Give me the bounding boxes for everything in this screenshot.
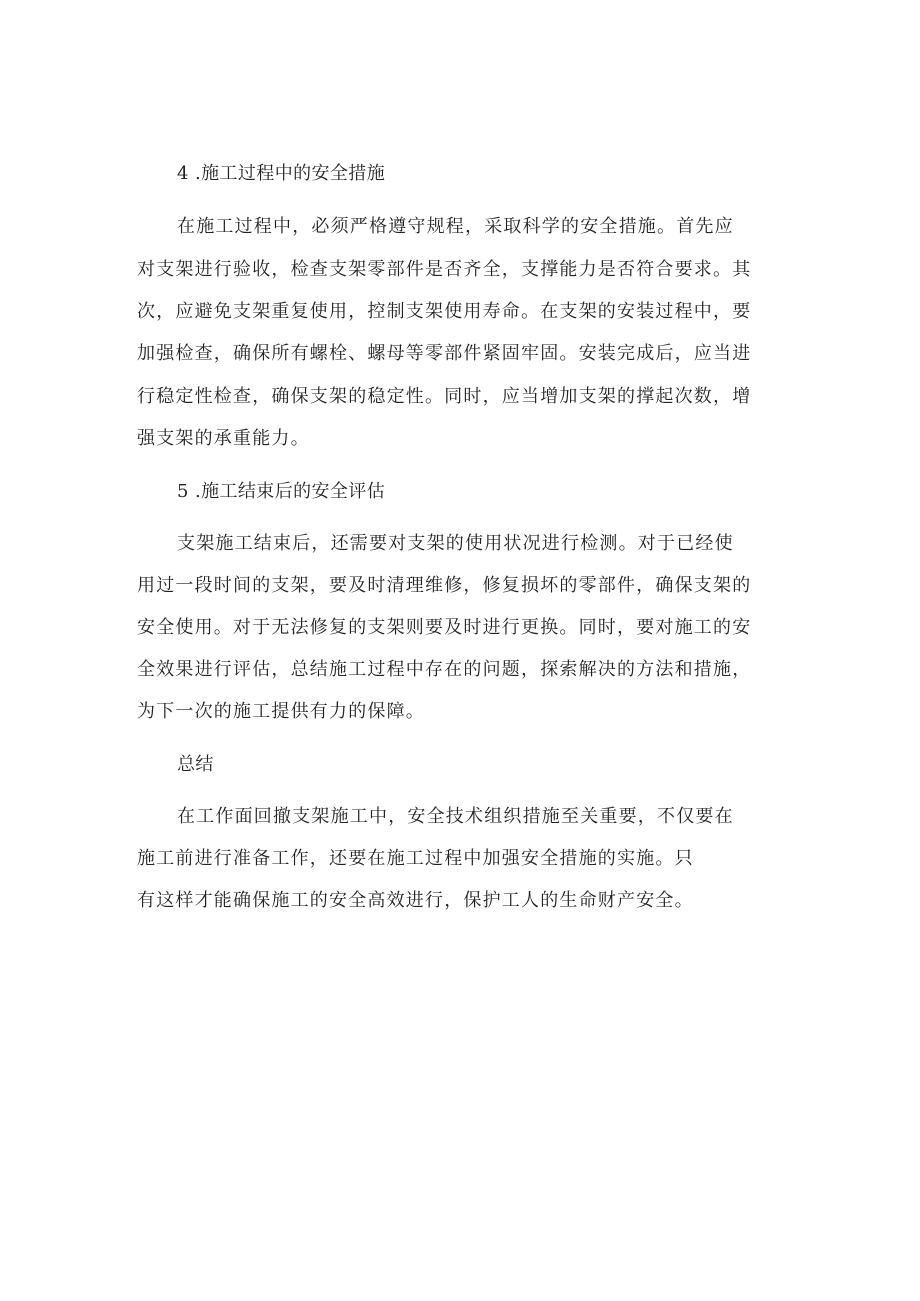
summary-line-1: 在工作面回撤支架施工中，安全技术组织措施至关重要，不仅要在 — [177, 806, 734, 827]
section-4-line-2: 对支架进行验收，检查支架零部件是否齐全，支撑能力是否符合要求。其 — [137, 259, 752, 280]
summary-line-3: 有这样才能确保施工的安全高效进行，保护工人的生命财产安全。 — [137, 890, 694, 911]
summary-line-2: 施工前进行准备工作，还要在施工过程中加强安全措施的实施。只 — [137, 848, 694, 869]
section-4-heading: 4 .施工过程中的安全措施 — [177, 163, 386, 184]
summary-heading: 总结 — [177, 754, 214, 775]
section-5-line-3: 安全使用。对于无法修复的支架则要及时进行更换。同时，要对施工的安 — [137, 617, 752, 638]
section-4-line-3: 次，应避免支架重复使用，控制支架使用寿命。在支架的安装过程中，要 — [137, 301, 752, 322]
section-4-line-4: 加强检查，确保所有螺栓、螺母等零部件紧固牢固。安装完成后，应当进 — [137, 343, 752, 364]
section-4-line-6: 强支架的承重能力。 — [137, 428, 310, 449]
section-4-line-1: 在施工过程中，必须严格遵守规程，采取科学的安全措施。首先应 — [177, 216, 734, 237]
section-5-line-2: 用过一段时间的支架，要及时清理维修，修复损坏的零部件，确保支架的 — [137, 575, 752, 596]
section-5-line-5: 为下一次的施工提供有力的保障。 — [137, 701, 425, 722]
section-4-line-5: 行稳定性检查，确保支架的稳定性。同时，应当增加支架的撑起次数，增 — [137, 386, 752, 407]
section-5-heading: 5 .施工结束后的安全评估 — [177, 481, 386, 502]
section-5-line-1: 支架施工结束后，还需要对支架的使用状况进行检测。对于已经使 — [177, 533, 734, 554]
section-5-line-4: 全效果进行评估，总结施工过程中存在的问题，探索解决的方法和措施， — [137, 659, 752, 680]
